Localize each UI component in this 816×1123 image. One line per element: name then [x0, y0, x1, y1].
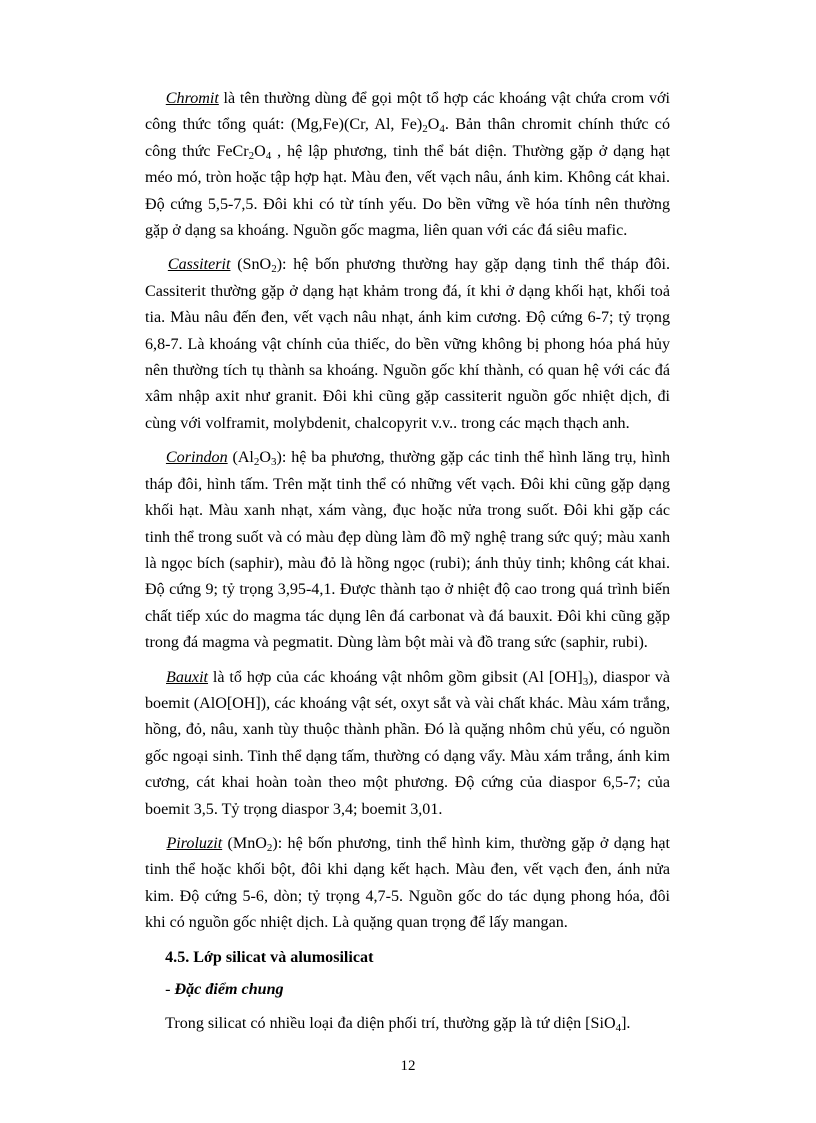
silicat-text-1: Trong silicat có nhiều loại đa diện phối trí, thường gặp là tứ diện [SiO — [165, 1015, 616, 1033]
paragraph-silicat — [145, 1011, 670, 1037]
paragraph-cassiterit — [145, 252, 670, 437]
page-number: 12 — [400, 1058, 416, 1074]
piroluzit-text-1: (MnO — [222, 834, 267, 852]
term-cassiterit: Cassiterit — [167, 256, 231, 274]
corindon-text-1: (Al — [227, 449, 254, 467]
bauxit-text-1: là tổ hợp của các khoáng vật nhôm gồm gibsit (Al [OH] — [208, 668, 583, 686]
chromit-text-1: là tên thường dùng để gọi một tổ hợp các khoáng vật chứa crom với công thức tổng quát: (Mg,Fe)(Cr, Al, Fe) — [145, 90, 670, 134]
piroluzit-sub-1: 2 — [266, 841, 273, 854]
silicat-sub-1: 4 — [615, 1022, 622, 1035]
term-bauxit: Bauxit — [166, 668, 209, 686]
silicat-text-2: ]. — [621, 1015, 631, 1033]
paragraph-chromit — [145, 86, 670, 244]
section-heading-text: 4.5. Lớp silicat và alumosilicat — [165, 948, 374, 966]
subheading-line — [145, 977, 670, 1003]
paragraph-bauxit — [145, 665, 670, 823]
cassiterit-text-1: (SnO — [230, 256, 272, 274]
section-heading — [145, 945, 670, 971]
chromit-sub-1: 2 — [422, 123, 428, 136]
chromit-text-2: O — [427, 116, 440, 134]
chromit-sub-3: 2 — [248, 149, 255, 162]
corindon-sub-2: 3 — [271, 456, 277, 469]
bauxit-sub-1: 3 — [582, 675, 589, 688]
corindon-sub-1: 2 — [253, 456, 260, 469]
chromit-text-3: . Bản thân chromit chính thức có công thức FeCr — [145, 116, 670, 160]
chromit-text-4: O — [254, 142, 266, 160]
piroluzit-text-2: ): hệ bốn phương, tinh thể hình kim, thường gặp ở dạng hạt tinh thể hoặc khối bột, đôi khi dạng kết hạch. Màu đen, vết vạch đen, ánh nửa kim. Độ cứng 5-6, dòn; tỷ trọng 4,7-5. Nguồn gốc do tác dụng phong hóa, đôi khi có nguồn gốc nhiệt dịch. Là quặng quan trọng để lấy mangan. — [145, 834, 670, 932]
chromit-sub-2: 4 — [439, 123, 445, 136]
term-corindon: Corindon — [165, 449, 228, 467]
paragraph-piroluzit — [145, 831, 670, 937]
page-content — [145, 86, 670, 1046]
subheading-dash: - — [165, 981, 175, 998]
bauxit-text-2: ), diaspor và boemit (AlO[OH]), các khoáng vật sét, oxyt sắt và vài chất khác. Màu xám trắng, hồng, đỏ, nâu, xanh tùy thuộc thành phần. Đó là quặng nhôm chủ yếu, có nguồn gốc ngoại sinh. Tinh thể dạng tấm, thường có dạng vẩy. Màu xám trắng, ánh kim cương, cát khai hoàn toàn theo một phương. Độ cứng của diaspor 6,5-7; của boemit 3,5. Tỷ trọng diaspor 3,4; boemit 3,01. — [145, 668, 671, 818]
subheading-label: Đặc điểm chung — [174, 981, 284, 998]
paragraph-corindon — [145, 445, 670, 656]
term-piroluzit: Piroluzit — [166, 834, 223, 852]
corindon-text-3: ): hệ ba phương, thường gặp các tinh thể hình lăng trụ, hình tháp đôi, hình tấm. Trên mặt tinh thể có những vết vạch. Đôi khi cũng gặp dạng khối hạt. Màu xanh nhạt, xám vàng, đục hoặc nửa trong suốt. Đôi khi gặp các tinh thể trong suốt và có màu đẹp dùng làm đồ mỹ nghệ trang sức quý; màu xanh là ngọc bích (saphir), màu đỏ là hồng ngọc (rubi); ánh thủy tinh; không cát khai. Độ cứng 9; tỷ trọng 3,95-4,1. Được thành tạo ở nhiệt độ cao trong quá trình biến chất tiếp xúc do magma tác dụng lên đá carbonat và đá bauxit. Đôi khi cũng gặp trong đá magma và pegmatit. Dùng làm bột mài và đồ trang sức (saphir, rubi). — [145, 449, 671, 652]
cassiterit-sub-1: 2 — [271, 263, 277, 276]
corindon-text-2: O — [259, 449, 272, 467]
term-chromit: Chromit — [165, 90, 219, 107]
cassiterit-text-2: ): hệ bốn phương thường hay gặp dạng tinh thể tháp đôi. Cassiterit thường gặp ở dạng hạt khảm trong đá, ít khi ở dạng khối hạt, khối toả tia. Màu nâu đến đen, vết vạch nâu nhạt, ánh kim cương. Độ cứng 6-7; tỷ trọng 6,8-7. Là khoáng vật chính của thiếc, do bền vững không bị phong hóa phá hủy nên thường tích tụ thành sa khoáng. Nguồn gốc khí thành, có quan hệ với các đá xâm nhập axit như granit. Đôi khi cũng gặp cassiterit nguồn gốc nhiệt dịch, đi cùng với volframit, molybdenit, chalcopyrit v.v.. trong các mạch thạch anh. — [145, 256, 671, 432]
chromit-text-5: , hệ lập phương, tinh thể bát diện. Thường gặp ở dạng hạt méo mó, tròn hoặc tập hợp hạt. Màu đen, vết vạch nâu, ánh kim. Không cát khai. Độ cứng 5,5-7,5. Đôi khi có từ tính yếu. Do bền vững về hóa tính nên thường gặp ở dạng sa khoáng. Nguồn gốc magma, liên quan với các đá siêu mafic. — [145, 142, 670, 240]
chromit-sub-4: 4 — [265, 149, 272, 162]
